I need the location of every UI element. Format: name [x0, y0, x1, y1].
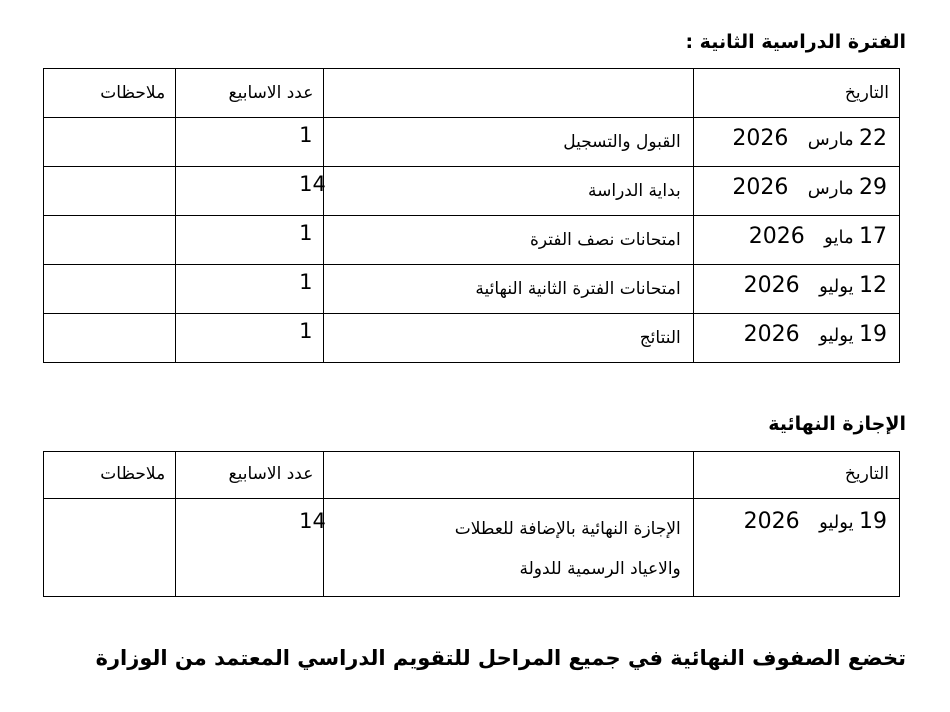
date-cell: [693, 265, 899, 314]
date-year: 2026: [743, 322, 800, 347]
table-header-row: [44, 69, 900, 118]
notes-cell: [44, 167, 176, 216]
date-year: 2026: [732, 175, 789, 200]
date-day: 17: [859, 224, 887, 249]
date-cell: [693, 216, 899, 265]
date-month: مايو: [824, 227, 854, 248]
date-cell: [693, 499, 899, 597]
event-cell: القبول والتسجيل: [324, 118, 693, 167]
table-row: [44, 265, 900, 314]
header-event: [324, 69, 693, 118]
date-day: 12: [859, 273, 887, 298]
event-cell: امتحانات نصف الفترة: [324, 216, 693, 265]
event-cell: النتائج: [324, 314, 693, 363]
weeks-cell: 1: [176, 216, 324, 265]
notes-cell: [44, 314, 176, 363]
footer-note: تخضع الصفوف النهائية في جميع المراحل للتقويم الدراسي المعتمد من الوزارة: [95, 646, 906, 670]
notes-cell: [44, 265, 176, 314]
weeks-cell: 1: [176, 265, 324, 314]
section2-title: الإجازة النهائية: [768, 413, 906, 435]
header-event: [324, 452, 693, 499]
date-cell: [693, 118, 899, 167]
table-row: [44, 118, 900, 167]
header-notes: ملاحظات: [44, 69, 176, 118]
table-header-row: [44, 452, 900, 499]
final-vacation-table: [43, 451, 900, 597]
date-year: 2026: [743, 273, 800, 298]
notes-cell: [44, 118, 176, 167]
header-date: التاريخ: [693, 452, 899, 499]
date-day: 19: [859, 322, 887, 347]
header-weeks: عدد الاسابيع: [176, 69, 324, 118]
date-month: يوليو: [819, 512, 854, 533]
date-day: 29: [859, 175, 887, 200]
table-row: [44, 314, 900, 363]
date-year: 2026: [748, 224, 805, 249]
event-cell: امتحانات الفترة الثانية النهائية: [324, 265, 693, 314]
date-day: 19: [859, 509, 887, 534]
weeks-cell: 1: [176, 118, 324, 167]
date-cell: [693, 167, 899, 216]
table-row: [44, 499, 900, 597]
date-month: يوليو: [819, 325, 854, 346]
date-year: 2026: [732, 126, 789, 151]
date-month: مارس: [807, 129, 854, 150]
header-weeks: عدد الاسابيع: [176, 452, 324, 499]
notes-cell: [44, 499, 176, 597]
date-day: 22: [859, 126, 887, 151]
date-month: يوليو: [819, 276, 854, 297]
event-cell: بداية الدراسة: [324, 167, 693, 216]
header-date: التاريخ: [693, 69, 899, 118]
date-year: 2026: [743, 509, 800, 534]
table-row: [44, 167, 900, 216]
event-line-1: الإجازة النهائية بالإضافة للعطلات: [454, 519, 681, 539]
event-cell: [324, 499, 693, 597]
event-line-2: والاعياد الرسمية للدولة: [519, 559, 681, 579]
weeks-cell: 14: [176, 167, 324, 216]
second-term-table: [43, 68, 900, 363]
date-cell: [693, 314, 899, 363]
date-month: مارس: [807, 178, 854, 199]
header-notes: ملاحظات: [44, 452, 176, 499]
table-row: [44, 216, 900, 265]
weeks-cell: 14: [176, 499, 324, 597]
notes-cell: [44, 216, 176, 265]
weeks-cell: 1: [176, 314, 324, 363]
section1-title: الفترة الدراسية الثانية :: [685, 31, 906, 53]
